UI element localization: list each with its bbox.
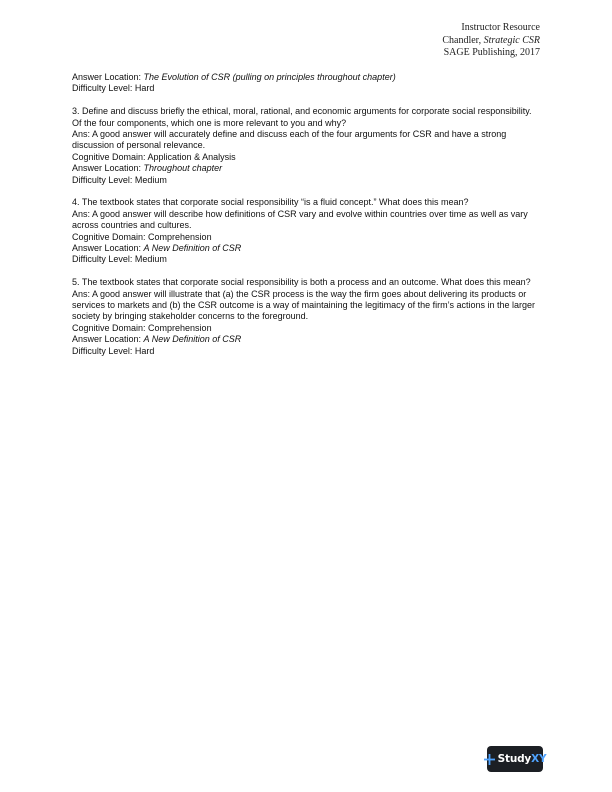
cognitive-domain: Cognitive Domain: Comprehension [72,231,212,242]
answer-location [72,72,542,83]
header-line-1: Instructor Resource [461,22,540,33]
answer-location-label: Answer Location: [72,72,144,82]
answer-text: Ans: A good answer will accurately define and discuss each of the four arguments for CSR and have a strong discussion of personal relevance. [72,129,507,151]
brand-accent: XY [531,753,547,765]
header-line-3: SAGE Publishing, 2017 [443,47,540,58]
header-author: Chandler, [442,34,484,46]
answer-location-value: A New Definition of CSR [143,334,242,345]
answer-location [72,243,542,254]
answer-location [72,334,542,345]
cognitive-domain: Cognitive Domain: Application & Analysis [72,151,236,162]
cognitive-domain: Cognitive Domain: Comprehension [72,322,212,333]
answer-location-label: Answer Location: [72,243,144,254]
question-text: 3. Define and discuss briefly the ethical, moral, rational, and economic arguments for corporate social responsibility. Of the four components, which one is more relevant to you and why? [72,106,532,128]
answer-location-value: The Evolution of CSR (pulling on principles throughout chapter) [143,72,396,82]
document-header [442,22,540,60]
answer-location-label: Answer Location: [72,334,144,345]
difficulty-level: Difficulty Level: Medium [72,254,167,265]
difficulty-level: Difficulty Level: Medium [72,174,167,185]
studyxy-badge[interactable] [487,746,547,772]
question-text: 5. The textbook states that corporate social responsibility is both a process and an outcome. What does this mean? [72,277,531,288]
answer-location-value: A New Definition of CSR [143,243,242,254]
brand-main: Study [497,753,532,765]
answer-location-label: Answer Location: [72,163,144,174]
answer-location [72,163,542,174]
plus-icon [484,754,495,765]
answer-text: Ans: A good answer will describe how definitions of CSR vary and evolve within countries over time as well as vary across countries and cultures. [72,208,528,231]
question-text: 4. The textbook states that corporate social responsibility “is a fluid concept.” What does this mean? [72,197,469,208]
answer-text: Ans: A good answer will illustrate that (a) the CSR process is the way the firm goes about delivering its products or services to markets and (b) the CSR outcome is a way of maintaining the legitimacy of the firm’s actions in the larger society by bringing stakeholder concerns to the foreground. [72,288,536,322]
difficulty-level: Difficulty Level: Hard [72,345,155,356]
studyxy-logo-text [498,753,547,765]
header-book-title: Strategic CSR [483,34,540,46]
difficulty-level: Difficulty Level: Hard [72,83,155,94]
answer-location-value: Throughout chapter [143,163,223,174]
header-line-2 [442,35,540,48]
document-body [72,72,542,357]
